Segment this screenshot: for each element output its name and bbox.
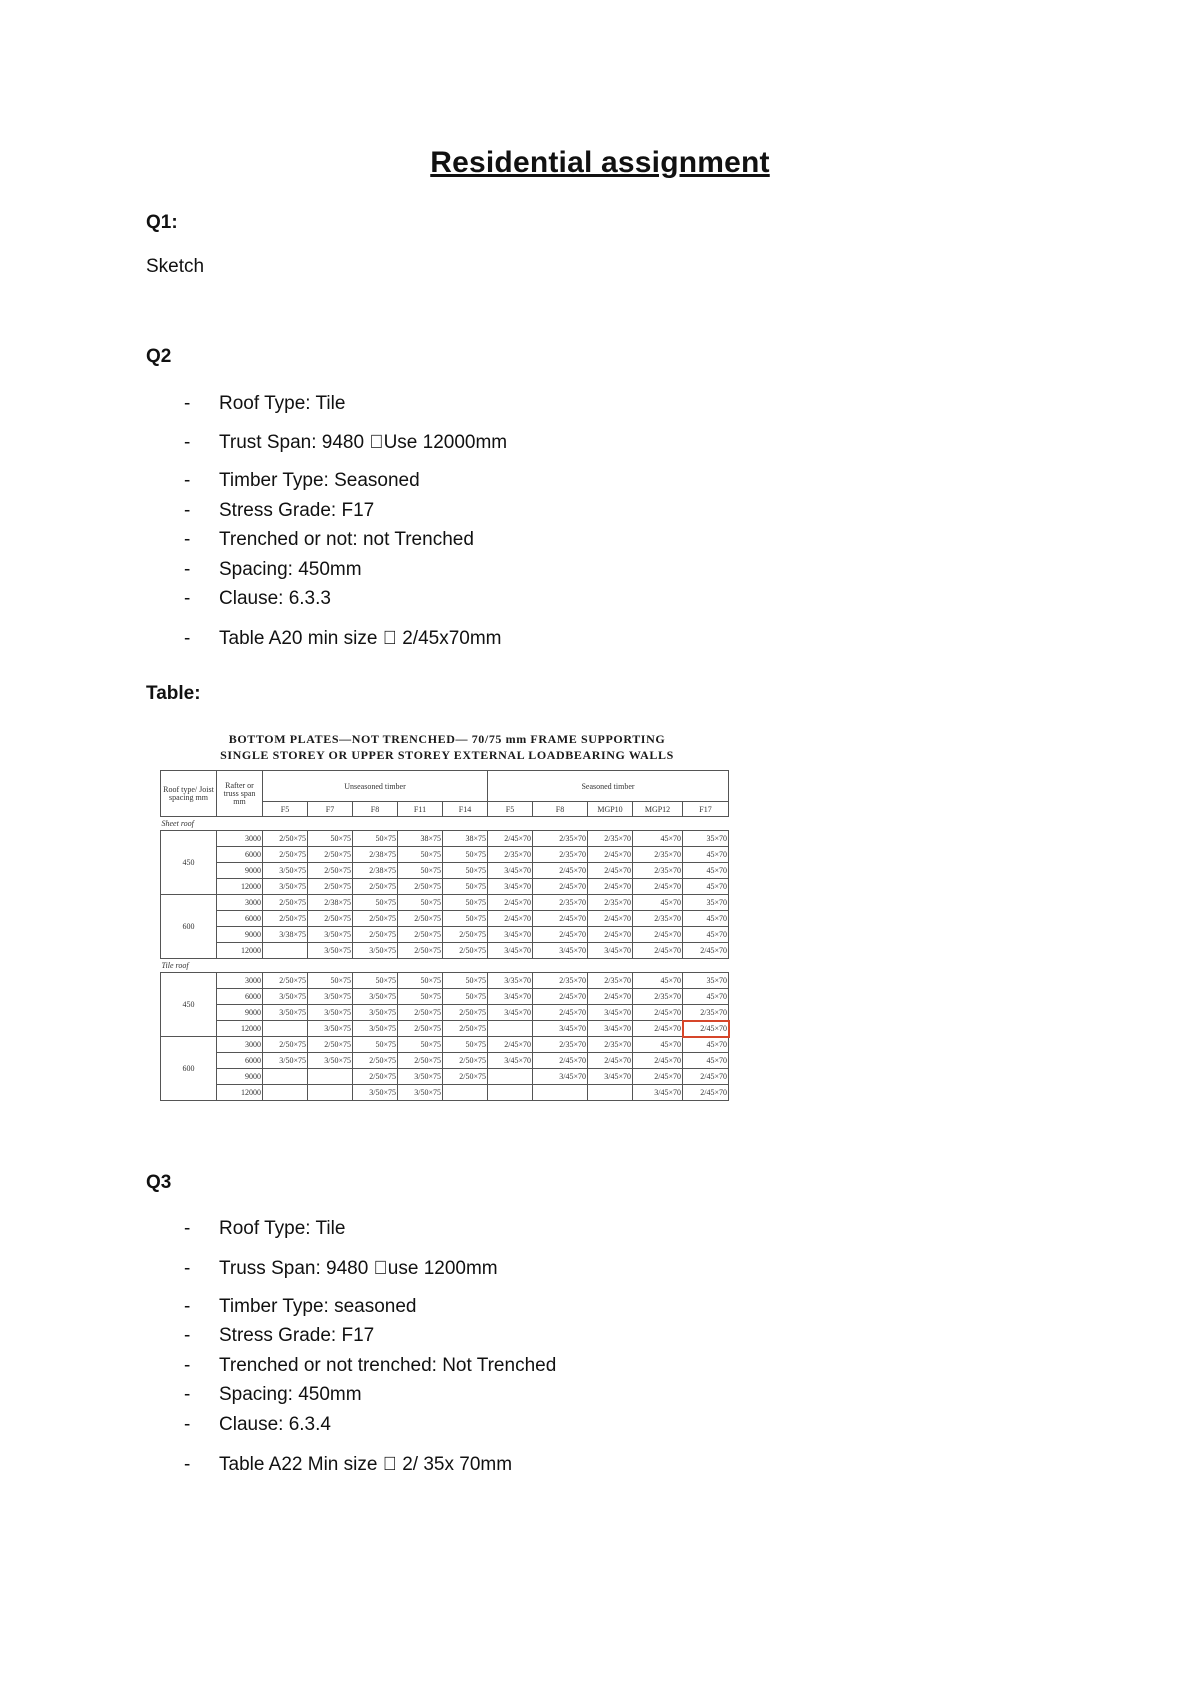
size-cell: 50×75 (398, 989, 443, 1005)
table-row (161, 1069, 729, 1085)
size-cell: 50×75 (443, 973, 488, 989)
size-cell: 50×75 (398, 1037, 443, 1053)
size-cell: 2/45×70 (533, 879, 588, 895)
spacing-cell: 450 (161, 831, 217, 895)
size-cell (588, 1085, 633, 1101)
size-cell: 2/45×70 (533, 1005, 588, 1021)
table-row (161, 989, 729, 1005)
grade-header: F17 (683, 802, 729, 817)
highlighted-cell: 2/45×70 (683, 1021, 729, 1037)
table-label: Table: (146, 683, 201, 704)
size-cell (308, 1085, 353, 1101)
scan-title-line1: BOTTOM PLATES—NOT TRENCHED— 70/75 mm FRAME SUPPORTING (228, 732, 666, 746)
size-cell: 3/38×75 (263, 927, 308, 943)
size-cell: 3/45×70 (488, 927, 533, 943)
size-cell (263, 943, 308, 959)
size-cell: 2/35×70 (633, 847, 683, 863)
table-body (161, 817, 729, 1101)
size-cell: 50×75 (308, 831, 353, 847)
section-label: Tile roof (161, 959, 729, 973)
size-cell: 3/45×70 (488, 879, 533, 895)
spacing-cell: 600 (161, 1037, 217, 1101)
size-cell: 3/50×75 (263, 1005, 308, 1021)
section-row (161, 817, 729, 831)
size-cell: 3/50×75 (308, 943, 353, 959)
size-cell: 2/50×75 (308, 911, 353, 927)
span-cell: 9000 (217, 927, 263, 943)
grade-header: F5 (263, 802, 308, 817)
size-cell: 2/50×75 (308, 863, 353, 879)
size-cell: 2/50×75 (353, 1069, 398, 1085)
size-cell: 3/50×75 (308, 927, 353, 943)
size-cell: 2/50×75 (398, 911, 443, 927)
table-row (161, 973, 729, 989)
size-cell: 2/50×75 (263, 847, 308, 863)
size-cell: 3/45×70 (488, 1053, 533, 1069)
size-cell: 2/50×75 (263, 831, 308, 847)
size-cell: 2/50×75 (398, 879, 443, 895)
grade-header: F11 (398, 802, 443, 817)
table-row (161, 831, 729, 847)
size-cell: 50×75 (443, 1037, 488, 1053)
size-cell: 2/38×75 (308, 895, 353, 911)
size-cell (263, 1069, 308, 1085)
table-row (161, 1021, 729, 1037)
group-seasoned: Seasoned timber (488, 771, 729, 802)
size-cell: 2/35×70 (488, 847, 533, 863)
size-cell: 2/35×70 (533, 831, 588, 847)
size-cell: 2/50×75 (443, 1021, 488, 1037)
table-row (161, 943, 729, 959)
span-cell: 9000 (217, 1069, 263, 1085)
size-cell: 3/35×70 (488, 973, 533, 989)
table-row (161, 927, 729, 943)
q1-sketch-text: Sketch (146, 256, 205, 277)
table-row (161, 1085, 729, 1101)
section-label: Sheet roof (161, 817, 729, 831)
size-cell: 3/45×70 (488, 863, 533, 879)
size-cell (488, 1069, 533, 1085)
q3-label: Q3 (146, 1172, 172, 1193)
size-cell: 2/50×75 (308, 879, 353, 895)
size-cell: 50×75 (353, 973, 398, 989)
size-cell: 45×70 (683, 927, 729, 943)
size-cell: 45×70 (683, 1037, 729, 1053)
size-cell: 35×70 (683, 973, 729, 989)
col-roof-type: Roof type/ Joist spacing mm (161, 771, 217, 817)
size-cell: 2/45×70 (633, 879, 683, 895)
size-cell: 2/35×70 (588, 1037, 633, 1053)
size-cell: 2/50×75 (263, 911, 308, 927)
size-cell: 2/45×70 (683, 1069, 729, 1085)
size-cell: 3/50×75 (308, 989, 353, 1005)
size-cell: 2/50×75 (398, 927, 443, 943)
q2-label: Q2 (146, 346, 172, 367)
size-cell: 2/45×70 (588, 1053, 633, 1069)
size-cell: 2/50×75 (353, 1053, 398, 1069)
size-cell: 3/45×70 (588, 943, 633, 959)
span-cell: 6000 (217, 847, 263, 863)
size-cell: 2/38×75 (353, 863, 398, 879)
span-cell: 6000 (217, 911, 263, 927)
size-cell: 3/45×70 (588, 1005, 633, 1021)
size-cell: 2/45×70 (588, 847, 633, 863)
size-cell (263, 1085, 308, 1101)
span-cell: 6000 (217, 1053, 263, 1069)
span-cell: 3000 (217, 1037, 263, 1053)
size-cell: 2/35×70 (533, 895, 588, 911)
span-cell: 12000 (217, 879, 263, 895)
size-cell: 45×70 (683, 879, 729, 895)
size-cell: 2/45×70 (488, 1037, 533, 1053)
size-cell: 3/45×70 (488, 943, 533, 959)
size-cell: 3/45×70 (533, 943, 588, 959)
size-cell: 50×75 (353, 831, 398, 847)
span-cell: 12000 (217, 943, 263, 959)
size-cell: 50×75 (443, 863, 488, 879)
size-cell: 50×75 (443, 989, 488, 1005)
size-cell: 3/50×75 (308, 1053, 353, 1069)
size-cell: 2/45×70 (633, 1021, 683, 1037)
size-cell: 38×75 (398, 831, 443, 847)
size-cell: 45×70 (633, 1037, 683, 1053)
size-cell (308, 1069, 353, 1085)
size-cell (443, 1085, 488, 1101)
size-cell: 2/45×70 (588, 863, 633, 879)
size-cell: 3/50×75 (398, 1069, 443, 1085)
table-row (161, 1037, 729, 1053)
size-cell: 2/45×70 (588, 927, 633, 943)
size-cell: 35×70 (683, 895, 729, 911)
span-cell: 6000 (217, 989, 263, 1005)
size-cell: 50×75 (353, 895, 398, 911)
size-cell: 2/45×70 (683, 943, 729, 959)
size-cell: 2/35×70 (588, 831, 633, 847)
size-cell: 45×70 (683, 847, 729, 863)
span-cell: 12000 (217, 1085, 263, 1101)
scanned-table-image (160, 730, 734, 1140)
size-cell: 3/45×70 (533, 1069, 588, 1085)
size-cell: 2/45×70 (588, 911, 633, 927)
size-cell: 2/50×75 (353, 927, 398, 943)
size-cell: 2/50×75 (443, 943, 488, 959)
size-cell: 3/45×70 (588, 1021, 633, 1037)
size-cell: 2/50×75 (443, 1069, 488, 1085)
size-cell: 2/50×75 (263, 895, 308, 911)
grade-header: F7 (308, 802, 353, 817)
spacing-cell: 450 (161, 973, 217, 1037)
spacing-cell: 600 (161, 895, 217, 959)
size-cell: 50×75 (443, 911, 488, 927)
size-cell: 2/50×75 (308, 847, 353, 863)
size-cell: 50×75 (308, 973, 353, 989)
size-cell: 3/45×70 (488, 1005, 533, 1021)
size-cell: 3/50×75 (263, 989, 308, 1005)
table-row (161, 895, 729, 911)
size-cell: 2/50×75 (398, 1021, 443, 1037)
size-cell: 3/50×75 (308, 1005, 353, 1021)
size-cell: 2/50×75 (308, 1037, 353, 1053)
table-row (161, 863, 729, 879)
size-cell: 2/50×75 (398, 1053, 443, 1069)
size-cell: 3/50×75 (353, 1021, 398, 1037)
size-cell: 3/45×70 (488, 989, 533, 1005)
size-cell: 2/50×75 (398, 943, 443, 959)
size-cell: 3/45×70 (633, 1085, 683, 1101)
size-cell: 3/50×75 (263, 1053, 308, 1069)
size-cell: 3/50×75 (353, 1085, 398, 1101)
size-cell: 2/45×70 (533, 1053, 588, 1069)
size-cell: 2/50×75 (443, 927, 488, 943)
size-cell: 45×70 (633, 895, 683, 911)
size-cell: 2/35×70 (633, 989, 683, 1005)
size-cell: 3/45×70 (533, 1021, 588, 1037)
grade-header: MGP10 (588, 802, 633, 817)
section-row (161, 959, 729, 973)
size-cell: 2/35×70 (633, 911, 683, 927)
size-cell: 2/35×70 (533, 847, 588, 863)
grade-header: F14 (443, 802, 488, 817)
table-row (161, 911, 729, 927)
size-cell: 2/45×70 (683, 1085, 729, 1101)
span-cell: 3000 (217, 895, 263, 911)
size-cell: 45×70 (683, 911, 729, 927)
size-cell: 45×70 (633, 973, 683, 989)
size-cell: 3/50×75 (353, 943, 398, 959)
span-cell: 3000 (217, 973, 263, 989)
size-cell: 2/45×70 (533, 863, 588, 879)
col-span: Rafter or truss span mm (217, 771, 263, 817)
size-cell: 2/50×75 (398, 1005, 443, 1021)
scan-title-line2: SINGLE STOREY OR UPPER STOREY EXTERNAL LOADBEARING WALLS (220, 748, 674, 762)
size-cell: 3/50×75 (308, 1021, 353, 1037)
size-cell (263, 1021, 308, 1037)
size-cell: 50×75 (398, 863, 443, 879)
size-cell: 50×75 (443, 879, 488, 895)
size-cell (488, 1085, 533, 1101)
size-cell: 2/35×70 (683, 1005, 729, 1021)
size-cell: 2/45×70 (633, 1053, 683, 1069)
grade-header: MGP12 (633, 802, 683, 817)
size-cell: 2/45×70 (533, 989, 588, 1005)
size-cell: 2/45×70 (533, 911, 588, 927)
size-cell: 2/50×75 (353, 911, 398, 927)
size-cell: 2/45×70 (633, 1069, 683, 1085)
size-cell: 2/35×70 (633, 863, 683, 879)
size-cell: 2/45×70 (633, 1005, 683, 1021)
size-cell: 2/50×75 (353, 879, 398, 895)
size-cell: 3/50×75 (353, 989, 398, 1005)
group-unseasoned: Unseasoned timber (263, 771, 488, 802)
size-cell: 50×75 (398, 895, 443, 911)
grade-header: F8 (533, 802, 588, 817)
size-cell: 3/50×75 (263, 879, 308, 895)
size-cell: 38×75 (443, 831, 488, 847)
table-row (161, 847, 729, 863)
size-cell: 2/50×75 (263, 1037, 308, 1053)
size-cell: 50×75 (443, 895, 488, 911)
size-cell: 2/38×75 (353, 847, 398, 863)
size-cell (488, 1021, 533, 1037)
size-cell: 50×75 (398, 973, 443, 989)
size-cell: 50×75 (398, 847, 443, 863)
q1-label: Q1: (146, 212, 178, 233)
size-cell: 45×70 (633, 831, 683, 847)
size-cell: 45×70 (683, 989, 729, 1005)
size-cell: 2/50×75 (263, 973, 308, 989)
size-cell: 2/35×70 (588, 973, 633, 989)
table-row (161, 1005, 729, 1021)
size-cell: 2/35×70 (588, 895, 633, 911)
size-cell: 45×70 (683, 863, 729, 879)
size-cell: 2/45×70 (533, 927, 588, 943)
size-cell: 50×75 (353, 1037, 398, 1053)
size-cell: 3/50×75 (398, 1085, 443, 1101)
span-cell: 9000 (217, 1005, 263, 1021)
size-cell: 50×75 (443, 847, 488, 863)
size-cell: 2/50×75 (443, 1053, 488, 1069)
size-cell: 2/45×70 (633, 927, 683, 943)
size-cell: 3/45×70 (588, 1069, 633, 1085)
size-cell: 3/50×75 (263, 863, 308, 879)
grade-header: F8 (353, 802, 398, 817)
size-cell: 2/50×75 (443, 1005, 488, 1021)
size-cell: 2/45×70 (488, 895, 533, 911)
size-cell: 35×70 (683, 831, 729, 847)
bottom-plates-table (160, 770, 729, 1101)
size-cell: 2/45×70 (588, 989, 633, 1005)
span-cell: 3000 (217, 831, 263, 847)
span-cell: 12000 (217, 1021, 263, 1037)
table-row (161, 879, 729, 895)
size-cell: 3/50×75 (353, 1005, 398, 1021)
size-cell: 2/35×70 (533, 1037, 588, 1053)
size-cell: 45×70 (683, 1053, 729, 1069)
size-cell: 2/35×70 (533, 973, 588, 989)
grade-header: F5 (488, 802, 533, 817)
size-cell: 2/45×70 (488, 831, 533, 847)
size-cell (533, 1085, 588, 1101)
table-row (161, 1053, 729, 1069)
size-cell: 2/45×70 (488, 911, 533, 927)
span-cell: 9000 (217, 863, 263, 879)
size-cell: 2/45×70 (633, 943, 683, 959)
page-title: Residential assignment (430, 146, 770, 179)
size-cell: 2/45×70 (588, 879, 633, 895)
